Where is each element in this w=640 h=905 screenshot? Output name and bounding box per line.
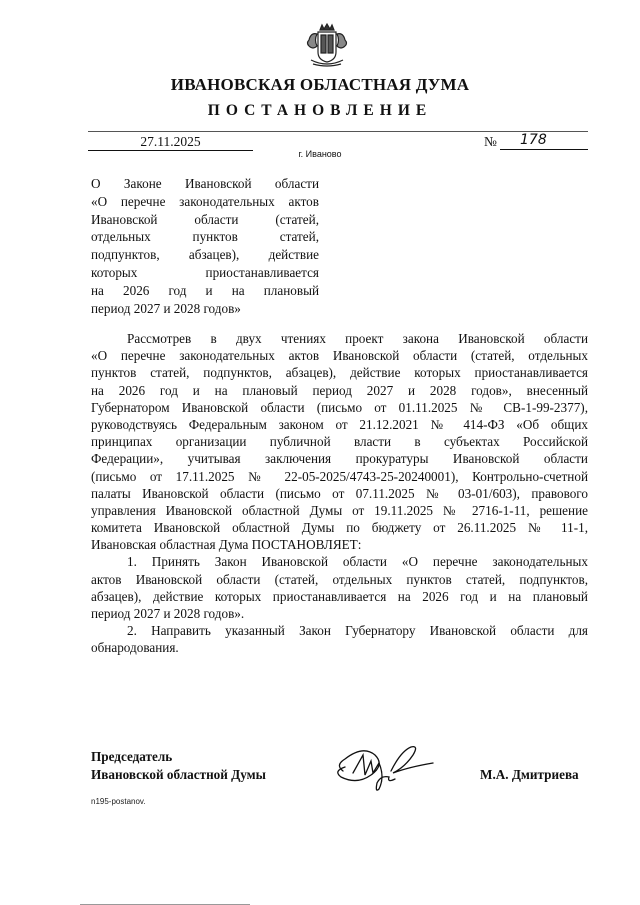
body-line: Губернатором Ивановской области (письмо от 01.11.2025 № СВ-1-99-2377),: [91, 399, 588, 415]
body-line: палаты Ивановской области (письмо от 07.11.2025 № 03-01/603), правового: [91, 485, 588, 501]
document-body: [91, 330, 588, 657]
body-line: обнародования.: [91, 640, 179, 656]
body-line: 2. Направить указанный Закон Губернатору Ивановской области для: [127, 623, 588, 639]
body-line: принципах организации публичной власти в субъектах Российской: [91, 434, 588, 450]
signatory-position: [91, 748, 266, 784]
title-line: подпунктов, абзацев), действие: [91, 247, 319, 263]
body-line: Ивановская областная Дума ПОСТАНОВЛЯЕТ:: [91, 537, 362, 553]
title-line: Ивановской области (статей,: [91, 211, 319, 227]
title-line: отдельных пунктов статей,: [91, 229, 319, 245]
body-line: период 2027 и 2028 годов».: [91, 606, 245, 621]
body-line: (письмо от 17.11.2025 № 22-05-2025/4743-25-20240001), Контрольно-счетной: [91, 468, 588, 484]
position-line: Ивановской областной Думы: [91, 767, 266, 782]
title-line: которых приостанавливается: [91, 264, 319, 280]
preamble-paragraph: [91, 330, 588, 553]
body-line: пунктов статей, подпунктов, абзацев), действие которых приостанавливается: [91, 365, 588, 381]
position-line: Председатель: [91, 749, 173, 764]
body-line: на 2026 год и на плановый период 2027 и 2028 годов», внесенный: [91, 382, 588, 398]
title-line: О Законе Ивановской области: [91, 176, 319, 191]
signatory-name: М.А. Дмитриева: [480, 767, 579, 782]
coat-of-arms-emblem: [305, 22, 349, 68]
title-line: «О перечне законодательных актов: [91, 193, 319, 209]
document-title: [91, 175, 319, 317]
handwritten-signature: [333, 743, 443, 793]
body-line: руководствуясь Федеральным законом от 21.12.2021 № 414-ФЗ «Об общих: [91, 416, 588, 432]
body-line: «О перечне законодательных актов Ивановской области (статей, отдельных: [91, 348, 588, 364]
body-line: 1. Принять Закон Ивановской области «О перечне законодательных: [127, 554, 588, 570]
title-line: на 2026 год и на плановый: [91, 282, 319, 298]
city: г. Иваново: [298, 149, 342, 159]
body-line: управления Ивановской областной Думы от 19.11.2025 № 2716-1-11, решение: [91, 502, 588, 518]
item-2-paragraph: [91, 622, 588, 656]
body-line: Рассмотрев в двух чтениях проект закона Ивановской области: [127, 331, 588, 346]
item-1-paragraph: [91, 553, 588, 622]
number-sign: №: [484, 134, 497, 149]
body-line: актов Ивановской области (статей, отдельных пунктов статей, подпунктов,: [91, 571, 588, 587]
document-number: 178: [500, 131, 588, 150]
body-line: абзацев), действие которых приостанавливается на 2026 год и на плановый: [91, 588, 588, 604]
date-value: 27.11.2025: [140, 134, 201, 149]
document-type: ПОСТАНОВЛЕНИЕ: [207, 102, 433, 119]
body-line: комитета Ивановской областной Думы по бюджету от 26.11.2025 № 11-1,: [91, 520, 588, 536]
organization-name: ИВАНОВСКАЯ ОБЛАСТНАЯ ДУМА: [170, 75, 470, 94]
file-code: n195-postanov.: [91, 797, 146, 806]
body-line: Федерации», учитывая заключения прокуратуры Ивановской области: [91, 451, 588, 467]
title-line: период 2027 и 2028 годов»: [91, 300, 241, 316]
